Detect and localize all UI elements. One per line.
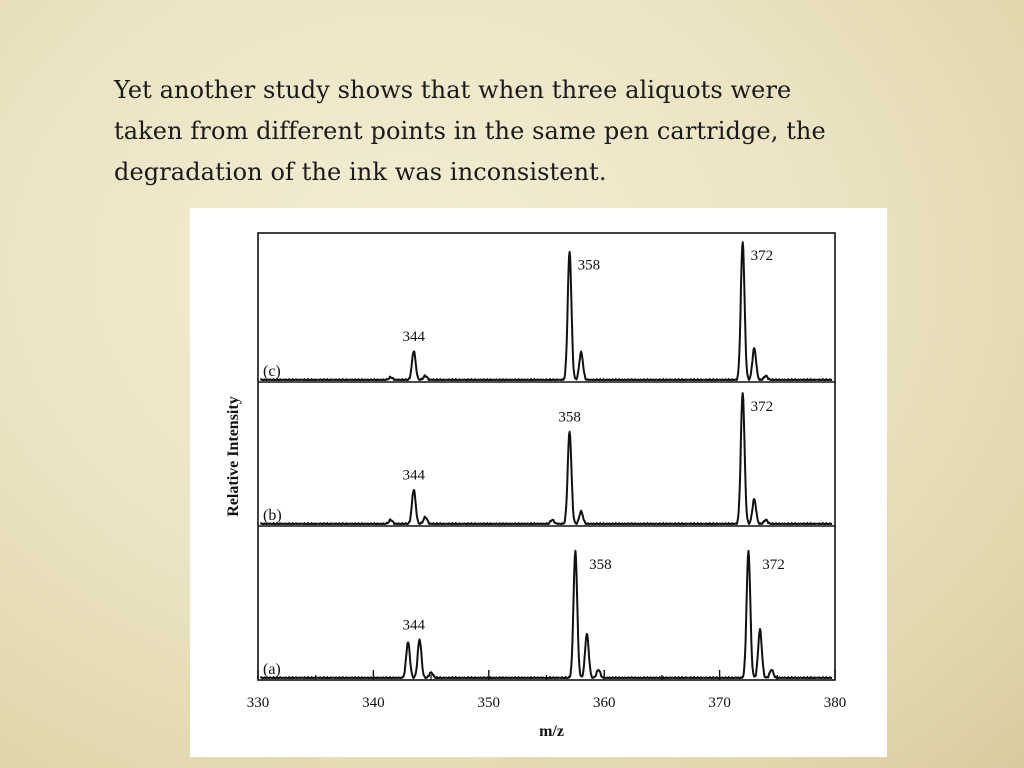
x-tick-label: 340	[362, 695, 385, 711]
slide-text-line: taken from different points in the same pen cartridge, the	[114, 117, 826, 145]
x-tick-label: 370	[708, 695, 731, 711]
peak-label: 358	[577, 257, 601, 274]
spectrum-trace-b	[260, 393, 832, 524]
spectrum-trace-a	[260, 551, 832, 678]
x-axis-label: m/z	[539, 723, 564, 740]
peak-label: 344	[402, 467, 426, 484]
peak-label: 372	[762, 557, 785, 574]
x-tick-label: 350	[477, 695, 501, 711]
x-tick-label: 380	[823, 695, 847, 711]
x-tick-label: 330	[246, 695, 270, 711]
mass-spectra-chart	[190, 208, 887, 757]
peak-label: 344	[402, 617, 426, 634]
spectrum-traces	[260, 242, 832, 678]
peak-label: 372	[750, 398, 774, 415]
panel-label: (c)	[263, 363, 281, 380]
slide-text-line: Yet another study shows that when three aliquots were	[114, 76, 792, 104]
y-axis-label: Relative Intensity	[225, 396, 242, 517]
x-tick-label: 360	[592, 695, 616, 711]
panel-label: (b)	[263, 507, 282, 524]
peak-label: 358	[589, 557, 612, 574]
peak-label: 344	[402, 329, 426, 346]
panel-label: (a)	[263, 661, 281, 678]
plot-frame	[258, 233, 835, 680]
slide-text-line: degradation of the ink was inconsistent.	[114, 158, 607, 186]
chart-frame	[258, 233, 835, 680]
slide-text	[114, 70, 914, 193]
spectrum-trace-c	[260, 242, 832, 380]
mass-spectra-figure	[190, 208, 887, 757]
peak-label: 358	[558, 409, 581, 426]
peak-label: 372	[750, 248, 774, 264]
